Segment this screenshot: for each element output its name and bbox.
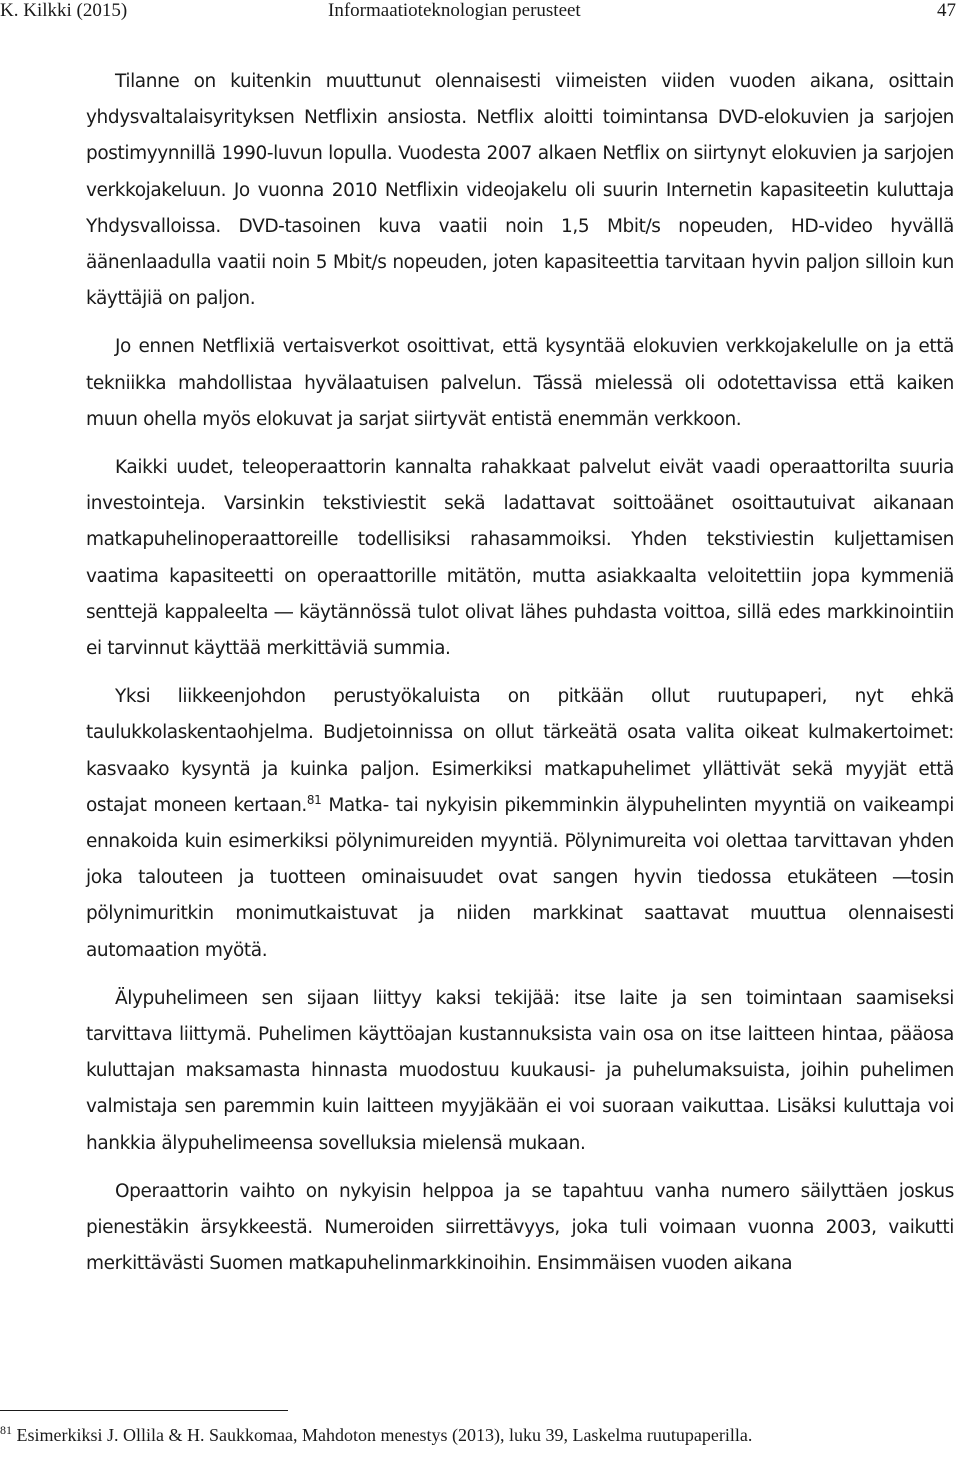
header-book-title: Informaatioteknologian perusteet	[328, 0, 581, 21]
page-number: 47	[937, 0, 956, 21]
footnote-divider	[0, 1410, 288, 1411]
paragraph-text-before-ref: Yksi liikkeenjohdon perustyökaluista on pitkään ollut ruutupaperi, nyt ehkä taulukkolaskentaohjelma. Budjetoinnissa on ollut tärkeätä osata valita oikeat kulmakertoimet: kasvaako kysyntä ja kuinka paljon. Esimerkiksi matkapuhelimet yllättivät sekä myyjät että ostajat moneen kertaan.	[86, 686, 954, 816]
paragraph-netflix: Tilanne on kuitenkin muuttunut olennaisesti viimeisten viiden vuoden aikana, osittain yhdysvaltalaisyrityksen Netflixin ansiosta. Netflix aloitti toimintansa DVD-elokuvien ja sarjojen postimyynnillä 1990-luvun lopulla. Vuodesta 2007 alkaen Netflix on siirtynyt elokuvien ja sarjojen verkkojakeluun. Jo vuonna 2010 Netflixin videojakelu oli suurin Internetin kapasiteetin kuluttaja Yhdysvalloissa. DVD-tasoinen kuva vaatii noin 1,5 Mbit/s nopeuden, HD-video hyvällä äänenlaadulla vaatii noin 5 Mbit/s nopeuden, joten kapasiteettia tarvitaan hyvin paljon silloin kun käyttäjiä on paljon.	[86, 71, 954, 310]
paragraph-peer-networks: Jo ennen Netflixiä vertaisverkot osoittivat, että kysyntää elokuvien verkkojakelulle on ja että tekniikka mahdollistaa hyvälaatuisen palvelun. Tässä mielessä oli odotettavissa että kaiken muun ohella myös elokuvat ja sarjat siirtyvät entistä enemmän verkkoon.	[86, 336, 954, 430]
footnote	[0, 1420, 960, 1450]
paragraph-smartphone: Älypuhelimeen sen sijaan liittyy kaksi tekijää: itse laite ja sen toimintaan saamiseksi tarvittava liittymä. Puhelimen käyttöajan kustannuksista vain osa on itse laitteen hintaa, pääosa kuluttajan maksamasta hinnasta muodostuu kuukausi- ja puhelumaksuista, joihin puhelimen valmistaja sen paremmin kuin laitteen myyjäkään ei voi suoraan vaikuttaa. Lisäksi kuluttaja voi hankkia älypuhelimeensa sovelluksia mielensä mukaan.	[86, 987, 954, 1154]
body-text	[86, 64, 954, 1295]
paragraph-management-tools	[86, 679, 954, 969]
footnote-reference[interactable]: 81	[306, 792, 322, 807]
page-header	[0, 0, 960, 24]
header-author-year: K. Kilkki (2015)	[0, 0, 128, 21]
paragraph-text-after-ref: Matka- tai nykyisin pikemminkin älypuhelinten myyntiä on vaikeampi ennakoida kuin esimerkiksi pölynimureiden myyntiä. Pölynimureita voi olettaa tarvittavan yhden joka talouteen ja tuotteen ominaisuudet ovat sangen hyvin tiedossa etukäteen ―tosin pölynimuritkin monimutkaistuvat ja niiden markkinat saattavat muuttua olennaisesti automaation myötä.	[86, 794, 954, 961]
footnote-number: 81	[0, 1423, 12, 1437]
paragraph-operator-switch: Operaattorin vaihto on nykyisin helppoa ja se tapahtuu vanha numero säilyttäen joskus pienestäkin ärsykkeestä. Numeroiden siirrettävyys, joka tuli voimaan vuonna 2003, vaikutti merkittävästi Suomen matkapuhelinmarkkinoihin. Ensimmäisen vuoden aikana	[86, 1180, 954, 1275]
footnote-text: Esimerkiksi J. Ollila & H. Saukkomaa, Mahdoton menestys (2013), luku 39, Laskelma ruutupaperilla.	[12, 1425, 753, 1445]
paragraph-text-messages: Kaikki uudet, teleoperaattorin kannalta rahakkaat palvelut eivät vaadi operaattorilta suuria investointeja. Varsinkin tekstiviestit sekä ladattavat soittoäänet osoittautuivat aikanaan matkapuhelinoperaattoreille todellisiksi rahasammoiksi. Yhden tekstiviestin kuljettamisen vaatima kapasiteetti on operaattorille mitätön, mutta asiakkaalta veloitettiin jopa kymmeniä senttejä kappaleelta ― käytännössä tulot olivat lähes puhdasta voittoa, sillä edes markkinointiin ei tarvinnut käyttää merkittäviä summia.	[86, 457, 954, 660]
